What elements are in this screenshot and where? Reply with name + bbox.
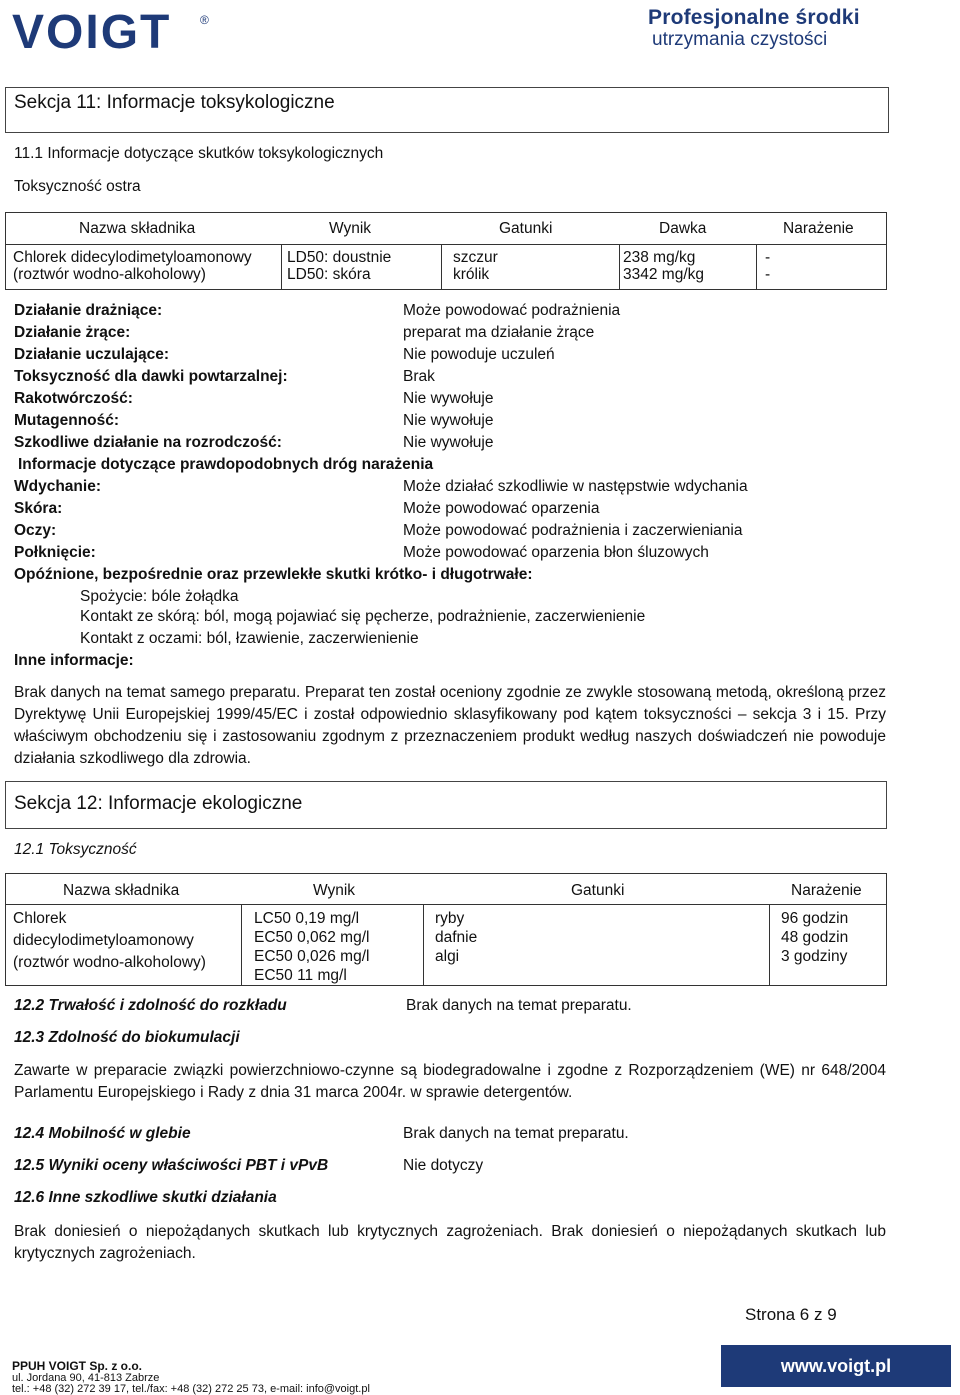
t2-result-1: EC50 0,062 mg/l (254, 929, 370, 946)
th-species: Gatunki (499, 220, 553, 237)
route-value-2: Może powodować podrażnienia i zaczerwieniania (403, 522, 743, 539)
ecotox-table (5, 873, 887, 986)
th-name: Nazwa składnika (79, 220, 196, 237)
tagline-line2: utrzymania czystości (652, 29, 828, 50)
section12-sub3-text: Zawarte w preparacie związki powierzchniowo-czynne są biodegradowalne i zgodne z Rozporządzeniem (WE) nr 648/2004 Parlamentu Europejskiego i Rady z dnia 31 marca 2004r. w sprawie detergentów. (14, 1062, 886, 1101)
toxicity-table (5, 212, 887, 290)
route-value-1: Może powodować oparzenia (403, 500, 600, 517)
route-label-3: Połknięcie: (14, 544, 96, 561)
effect-value-6: Nie wywołuje (403, 434, 494, 451)
effect-label-5: Mutagenność: (14, 412, 120, 429)
delayed-heading: Opóźnione, bezpośrednie oraz przewlekłe skutki krótko- i długotrwałe: (14, 566, 533, 583)
th2-exposure: Narażenie (791, 882, 862, 899)
footer-company: PPUH VOIGT Sp. z o.o. (12, 1359, 143, 1373)
route-label-2: Oczy: (14, 522, 57, 539)
row-exposure-l2: - (765, 266, 771, 283)
row-species-l1: szczur (453, 249, 498, 266)
delayed-2: Kontakt z oczami: ból, łzawienie, zaczerwienienie (80, 630, 419, 647)
th2-result: Wynik (313, 882, 356, 899)
row-name-l1: Chlorek didecylodimetyloamonowy (13, 249, 252, 266)
section12-sub1: 12.1 Toksyczność (14, 841, 137, 858)
section12-sub4: 12.4 Mobilność w glebie (14, 1125, 191, 1142)
effect-label-6: Szkodliwe działanie na rozrodczość: (14, 434, 282, 451)
section12-sub5: 12.5 Wyniki oceny właściwości PBT i vPvB (14, 1157, 329, 1174)
t2-exposure-0: 96 godzin (781, 910, 849, 927)
t2-species-2: algi (435, 948, 460, 965)
website-link[interactable]: www.voigt.pl (721, 1345, 951, 1387)
other-text: Brak danych na temat samego preparatu. Preparat ten został oceniony zgodnie ze zwykle stosowaną metodą, określoną przez Dyrektywę Unii Europejskiej 1999/45/EC i został odpowiednio sklasyfikowany pod kątem toksyczności – sekcja 3 i 15. Przy właściwym obchodzeniu się i zastosowaniu zgodnym z przeznaczeniem produkt według naszych doświadczeń nie powoduje działania szkodliwego dla zdrowia. (14, 684, 886, 767)
route-value-3: Może powodować oparzenia błon śluzowych (403, 544, 709, 561)
section12-sub4-value: Brak danych na temat preparatu. (403, 1125, 629, 1142)
section12-sub3: 12.3 Zdolność do biokumulacji (14, 1029, 240, 1046)
t2-exposure-1: 48 godzin (781, 929, 849, 946)
routes-heading: Informacje dotyczące prawdopodobnych dróg narażenia (18, 456, 434, 473)
t2-result-2: EC50 0,026 mg/l (254, 948, 370, 965)
t2-name-2: (roztwór wodno-alkoholowy) (13, 954, 206, 971)
section12-sub2-value: Brak danych na temat preparatu. (406, 997, 632, 1014)
effect-value-1: preparat ma działanie żrące (403, 324, 595, 341)
row-result-l2: LD50: skóra (287, 266, 371, 283)
th2-species: Gatunki (571, 882, 625, 899)
effect-value-0: Może powodować podrażnienia (403, 302, 621, 319)
footer-address: ul. Jordana 90, 41-813 Zabrze (12, 1372, 160, 1384)
section11-title: Sekcja 11: Informacje toksykologiczne (5, 87, 889, 133)
svg-text:VOIGT: VOIGT (12, 6, 172, 56)
row-dose-l2: 3342 mg/kg (623, 266, 704, 283)
effect-label-2: Działanie uczulające: (14, 346, 170, 363)
t2-species-1: dafnie (435, 929, 478, 946)
section12-sub6-text: Brak doniesień o niepożądanych skutkach lub krytycznych zagrożeniach. Brak doniesień o niepożądanych skutkach lub krytycznych zagrożeniach. (14, 1223, 886, 1262)
effect-label-0: Działanie drażniące: (14, 302, 163, 319)
t2-result-0: LC50 0,19 mg/l (254, 910, 360, 927)
effect-value-4: Nie wywołuje (403, 390, 494, 407)
t2-species-0: ryby (435, 910, 465, 927)
t2-exposure-2: 3 godziny (781, 948, 848, 965)
delayed-0: Spożycie: bóle żołądka (80, 588, 239, 605)
section12-title: Sekcja 12: Informacje ekologiczne (5, 781, 887, 829)
route-label-0: Wdychanie: (14, 478, 101, 495)
route-label-1: Skóra: (14, 500, 63, 517)
effect-value-2: Nie powoduje uczuleń (403, 346, 555, 363)
section12-sub6: 12.6 Inne szkodliwe skutki działania (14, 1189, 277, 1206)
other-heading: Inne informacje: (14, 652, 134, 669)
th-result: Wynik (329, 220, 372, 237)
section12-sub2: 12.2 Trwałość i zdolność do rozkładu (14, 997, 287, 1014)
t2-name-0: Chlorek (13, 910, 67, 927)
effect-value-3: Brak (403, 368, 435, 385)
tagline-line1: Profesjonalne środki (648, 6, 860, 29)
footer-contact: tel.: +48 (32) 272 39 17, tel./fax: +48 (32) 272 25 73, e-mail: info@voigt.pl (12, 1383, 370, 1395)
row-name-l2: (roztwór wodno-alkoholowy) (13, 266, 206, 283)
th-exposure: Narażenie (783, 220, 854, 237)
t2-result-3: EC50 11 mg/l (254, 967, 347, 984)
route-value-0: Może działać szkodliwie w następstwie wdychania (403, 478, 748, 495)
section11-subtitle: 11.1 Informacje dotyczące skutków toksykologicznych (14, 145, 384, 162)
effect-label-3: Toksyczność dla dawki powtarzalnej: (14, 368, 288, 385)
effect-label-4: Rakotwórczość: (14, 390, 133, 407)
row-result-l1: LD50: doustnie (287, 249, 392, 266)
delayed-1: Kontakt ze skórą: ból, mogą pojawiać się pęcherze, podrażnienie, zaczerwienienie (80, 608, 646, 625)
svg-text:®: ® (200, 13, 209, 27)
th2-name: Nazwa składnika (63, 882, 180, 899)
effect-label-1: Działanie żrące: (14, 324, 131, 341)
voigt-logo (10, 4, 220, 56)
page-number: Strona 6 z 9 (745, 1305, 837, 1324)
row-species-l2: królik (453, 266, 490, 283)
th-dose: Dawka (659, 220, 707, 237)
row-dose-l1: 238 mg/kg (623, 249, 696, 266)
row-exposure-l1: - (765, 249, 771, 266)
acute-toxicity-label: Toksyczność ostra (14, 178, 141, 195)
section12-sub5-value: Nie dotyczy (403, 1157, 484, 1174)
t2-name-1: didecylodimetyloamonowy (13, 932, 194, 949)
effect-value-5: Nie wywołuje (403, 412, 494, 429)
